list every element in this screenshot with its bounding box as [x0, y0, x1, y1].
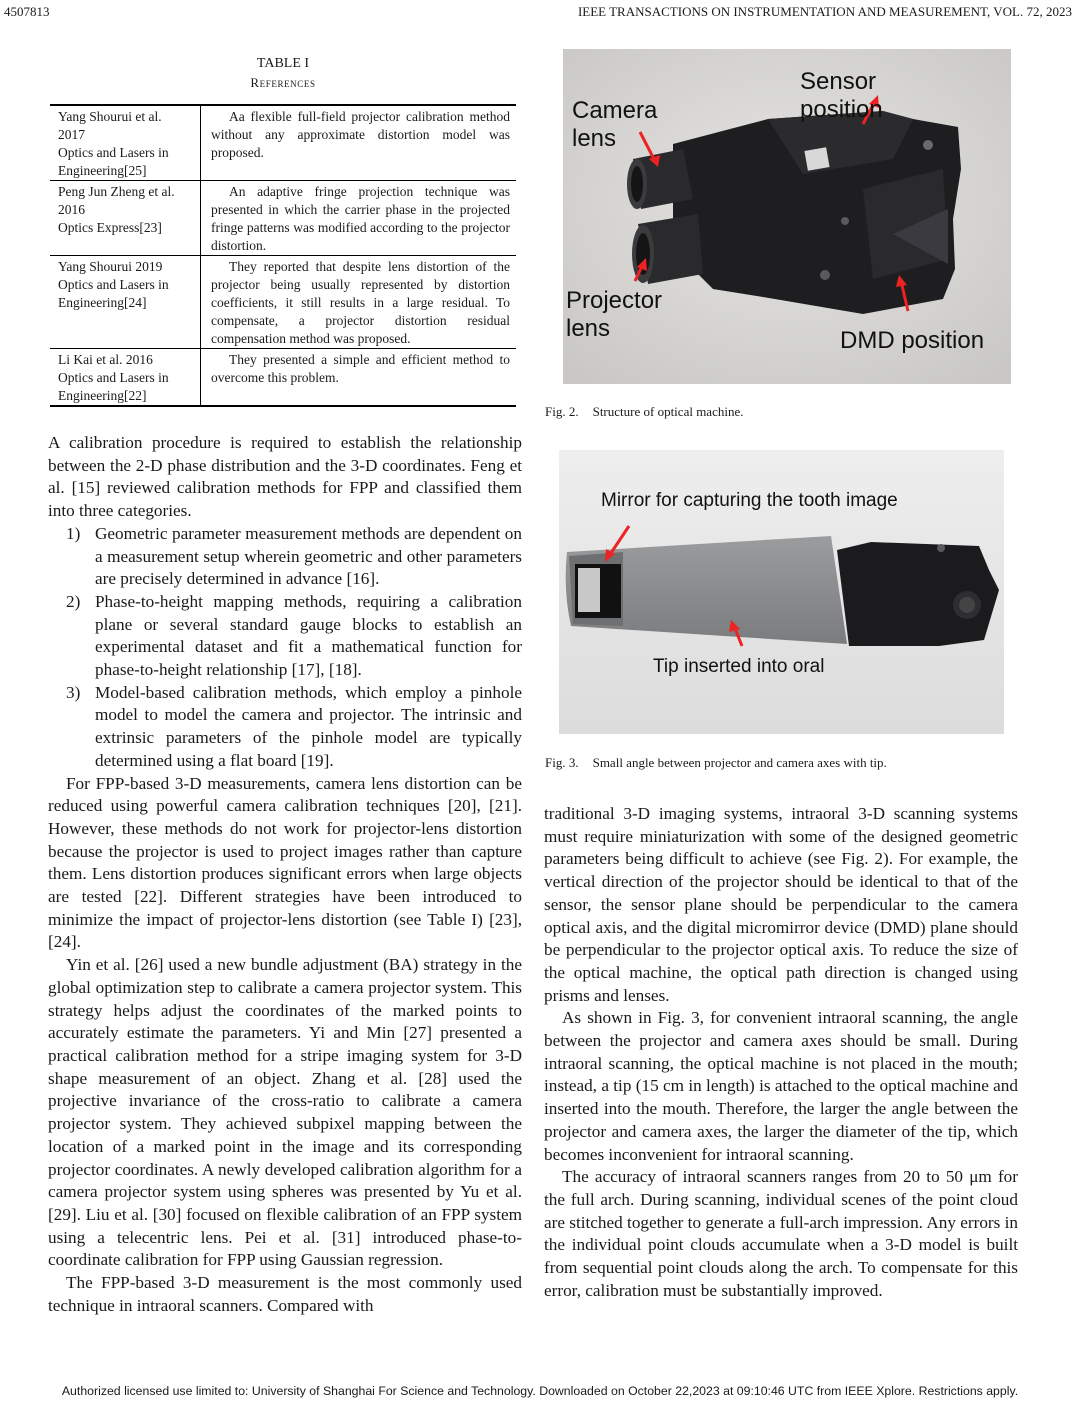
license-footer: Authorized licensed use limited to: University of Shanghai For Science and Technology. Downloaded on October 22,2023 at 09:10:46 UTC from IEEE Xplore. Restrictions apply.	[61, 1384, 1019, 1398]
paragraph: For FPP-based 3-D measurements, camera lens distortion can be reduced using powerful camera calibration techniques [20], [21]. However, these methods do not work for projector-lens distortion because the projector is used to project images rather than capture them. Lens distortion produces significant errors when large objects are tested [22]. Different strategies have been introduced to minimize the impact of projector-lens distortion (see Table I) [23], [24].	[48, 773, 522, 952]
table-number: TABLE I	[256, 56, 310, 71]
paragraph: The FPP-based 3-D measurement is the most commonly used technique in intraoral scanners. Compared with	[48, 1273, 522, 1315]
projector-lens-label: Projector lens	[566, 287, 663, 342]
list-item: 3) Model-based calibration methods, which employ a pinhole model to model the camera and projector. The intrinsic and extrinsic parameters of the pinhole model are typically determined using a flat board [19].	[66, 682, 522, 770]
paragraph: The accuracy of intraoral scanners ranges from 20 to 50 μm for the full arch. During scanning, individual scenes of the point cloud are stitched together to generate a full-arch impression. Any errors in the individual point clouds accumulate when a 3-D model is built from sequential point clouds along the arch. To compensate for this error, calibration must be substantially improved.	[544, 1167, 1018, 1300]
page-number: 4507813	[4, 4, 50, 19]
table-subtitle: References	[250, 75, 316, 90]
list-item: 1) Geometric parameter measurement methods are dependent on a measurement setup wherein geometric and other parameters are precisely determined in advance [16].	[66, 523, 522, 589]
fig3-caption: Fig. 3. Small angle between projector and camera axes with tip.	[545, 755, 887, 770]
table-row	[50, 256, 516, 349]
desc-cell: They presented a simple and efficient method to overcome this problem.	[201, 349, 517, 407]
tip-photo	[559, 450, 1004, 734]
fig2-caption: Fig. 2. Structure of optical machine.	[545, 404, 744, 419]
tip-label: Tip inserted into oral	[653, 656, 825, 677]
paragraph: A calibration procedure is required to establish the relationship between the 2-D phase distribution and the 3-D coordinates. Feng et al. [15] reviewed calibration methods for FPP and classified them into three categories.	[48, 433, 522, 521]
journal-header: IEEE TRANSACTIONS ON INSTRUMENTATION AND MEASUREMENT, VOL. 72, 2023	[577, 4, 1072, 19]
table-title	[50, 56, 516, 91]
table-row	[50, 105, 516, 181]
list-item: 2) Phase-to-height mapping methods, requiring a calibration plane or several standard gauge blocks to establish an experimental dataset and fit a mathematical function for phase-to-height relationship [17], [18].	[66, 591, 522, 680]
mirror-label: Mirror for capturing the tooth image	[601, 490, 898, 511]
ref-cell: Yang Shourui 2019 Optics and Lasers in Engineering[24]	[50, 256, 201, 349]
references-table	[50, 104, 516, 407]
table-row	[50, 349, 516, 407]
dmd-position-label: DMD position	[840, 327, 985, 354]
paragraph: Yin et al. [26] used a new bundle adjustment (BA) strategy in the global optimization step to calibrate a camera projector system. This strategy helps adjust the coordinates of the marked points to accurately estimate the parameters. Yi and Min [27] presented a practical calibration method for a stripe imaging system for 3-D shape measurement of an object. Zhang et al. [28] used the projective invariance of the cross-ratio to calibrate a camera projector system. They achieved subpixel mapping between the location of a marked point in the image and its corresponding projector coordinates. A newly developed calibration algorithm for a camera projector system using spheres was presented by Yu et al. [29]. Liu et al. [30] focused on flexible calibration of an FPP system using a telecentric lens. Pei et al. [31] introduced phase-to-coordinate calibration for FPP using Gaussian regression.	[48, 955, 522, 1270]
left-column	[48, 432, 522, 1317]
ref-cell: Peng Jun Zheng et al. 2016 Optics Express[23]	[50, 181, 201, 256]
right-column	[544, 803, 1018, 1302]
paragraph: traditional 3-D imaging systems, intraoral 3-D scanning systems must require miniaturization with some of the designed geometric parameters being difficult to achieve (see Fig. 2). For example, the vertical direction of the projector should be identical to that of the sensor, the sensor plane should be perpendicular to the camera optical axis, and the digital micromirror device (DMD) plane should be perpendicular to the projector optical axis. To reduce the size of the optical machine, the optical path direction is changed using prisms and lenses.	[544, 804, 1018, 1005]
ref-cell: Li Kai et al. 2016 Optics and Lasers in Engineering[22]	[50, 349, 201, 407]
sensor-position-label: Sensor position	[800, 68, 883, 123]
desc-cell: Aa flexible full-field projector calibration method without any approximate distortion model was proposed.	[211, 109, 510, 160]
desc-cell: An adaptive fringe projection technique was presented in which the carrier phase in the projected fringe patterns was modified according to the projector distortion.	[201, 181, 517, 256]
method-list	[48, 523, 522, 773]
ref-cell: Yang Shourui et al. 2017 Optics and Lasers in Engineering[25]	[50, 105, 201, 181]
table-row	[50, 181, 516, 256]
camera-lens-label: Camera lens	[572, 97, 658, 152]
paragraph: As shown in Fig. 3, for convenient intraoral scanning, the angle between the projector and camera axes should be small. During intraoral scanning, the optical machine is not placed in the mouth; instead, a tip (15 cm in length) is attached to the optical machine and inserted into the mouth. Therefore, the larger the angle between the projector and camera axes, the larger the diameter of the tip, which becomes inconvenient for intraoral scanning.	[544, 1008, 1018, 1164]
optical-machine-photo	[563, 49, 1011, 384]
desc-cell: They reported that despite lens distortion of the projector being usually represented by distortion coefficients, it still results in a large residual. To compensate, a projector distortion residual compensation method was proposed.	[201, 256, 517, 349]
